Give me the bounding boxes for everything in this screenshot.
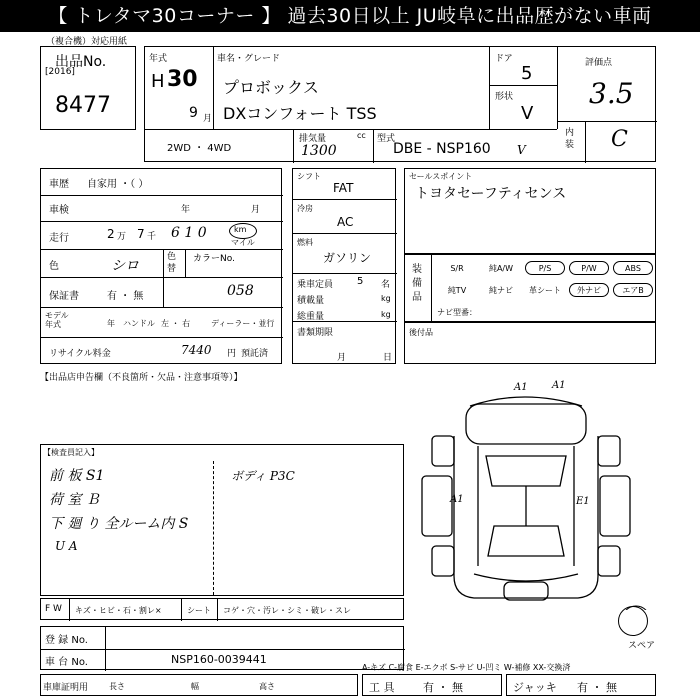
reg-table xyxy=(40,626,404,670)
lot-year-tag: [2016] xyxy=(45,67,75,77)
shift-value: FAT xyxy=(333,181,354,195)
inspector-box xyxy=(40,444,404,596)
jack-label: ジャッキ xyxy=(513,681,557,694)
equipment-label: 装備品 xyxy=(412,264,422,303)
mileage-mile: マイル xyxy=(231,238,255,247)
sales-point-label: セールスポイント xyxy=(409,172,473,181)
equipment-item: P/S xyxy=(525,261,565,275)
damage-legend: A-キズ C-腐食 E-エクボ S-サビ U-凹ミ W-補修 XX-交換済 xyxy=(362,663,571,672)
lot-label: 出品No. xyxy=(55,54,107,70)
door-label: ドア xyxy=(495,54,513,64)
fw-label: F W xyxy=(45,604,62,614)
inspector-line2: 荷 室 Ｂ xyxy=(49,492,100,508)
sales-point-value: トヨタセーフティセンス xyxy=(415,186,567,202)
tools-row xyxy=(362,674,502,696)
inspection-month: 月 xyxy=(251,205,261,215)
car-grade: DXコンフォート TSS xyxy=(223,104,377,123)
tools-label: 工 具 xyxy=(369,681,395,694)
doc-period-label: 書類期限 xyxy=(297,328,334,338)
capacity-label: 乗車定員 xyxy=(297,280,334,290)
spare-circle xyxy=(618,606,648,636)
recycle-value: 7440 xyxy=(181,343,212,357)
mileage-sen: 千 xyxy=(147,232,157,242)
color-value: シロ xyxy=(111,258,139,274)
interior-value: C xyxy=(611,127,628,152)
year-era: H xyxy=(151,71,165,92)
navi-label: ナビ型番： xyxy=(437,308,477,317)
displacement-value: 1300 xyxy=(301,143,337,159)
handle-value: 左 ・ 右 xyxy=(161,319,191,328)
mid-table xyxy=(292,168,396,364)
model-year-unit: 年 xyxy=(107,319,115,328)
load-unit: kg xyxy=(381,294,391,303)
load-label: 積載量 xyxy=(297,296,325,306)
displacement-unit: cc xyxy=(357,131,366,140)
retrofit-label: 後付品 xyxy=(409,328,433,337)
header-box xyxy=(144,46,656,162)
car-label: 車名・グレード xyxy=(217,54,281,64)
gross-unit: kg xyxy=(381,310,391,319)
mileage-rest: 6 1 0 xyxy=(171,225,207,241)
doc-period-day: 日 xyxy=(383,353,393,363)
fuel-value: ガソリン xyxy=(323,251,372,265)
cert-label: 車庫証明用 xyxy=(43,683,89,693)
equipment-item: 外ナビ xyxy=(569,283,609,297)
score-value: 3.5 xyxy=(589,77,634,110)
cert-row xyxy=(40,674,358,696)
registration-label: 登 録 No. xyxy=(45,635,88,646)
equipment-item: S/R xyxy=(450,264,464,273)
gross-label: 総重量 xyxy=(297,312,325,322)
sheet-items: コゲ・穴・汚レ・シミ・破レ・スレ xyxy=(223,606,351,615)
lot-box xyxy=(40,46,136,130)
inspector-line1: 前 板 S1 xyxy=(49,468,105,484)
dealer-label: ディーラー・並行 xyxy=(211,319,275,328)
shape-label: 形状 xyxy=(495,92,514,102)
shape-value: V xyxy=(521,103,534,124)
inspector-label: 【検査員記入】 xyxy=(43,448,99,457)
fw-items: キズ・ヒビ・石・割レ× xyxy=(75,606,162,615)
diagram-a1-top: A1 xyxy=(514,382,528,393)
cert-height: 高さ xyxy=(259,682,275,691)
retrofit-box xyxy=(404,322,656,364)
year-value: 30 xyxy=(167,67,198,92)
jack-row xyxy=(506,674,656,696)
ac-label: 冷房 xyxy=(297,204,313,213)
recycle-label: リサイクル料金 xyxy=(49,349,111,359)
color-change: 色替 xyxy=(167,252,177,274)
fw-row xyxy=(40,598,404,620)
lot-number: 8477 xyxy=(55,93,111,118)
warranty-label: 保証書 xyxy=(49,291,79,302)
car-damage-diagram xyxy=(414,376,658,610)
history-value: 自家用 ・（ ） xyxy=(87,179,149,190)
recycle-unit: 円 xyxy=(227,349,237,359)
model-year-label: モデル年式 xyxy=(45,311,69,329)
inspector-line3: 下 廻 り 全ルーム内 S xyxy=(49,516,189,532)
banner: 【 トレタマ30コーナー 】 過去30日以上 JU岐阜に出品歴がない車両 xyxy=(0,0,700,32)
inspector-right: ボディ P3C xyxy=(231,469,295,483)
inspection-label: 車検 xyxy=(49,205,69,216)
equipment-item: 純ナビ xyxy=(489,286,513,295)
history-label: 車歴 xyxy=(49,179,69,190)
equipment-item: 革シート xyxy=(529,286,561,295)
recycle-suffix: 預託済 xyxy=(241,349,269,359)
model-mark: V xyxy=(517,143,526,157)
spec-table xyxy=(40,168,282,364)
door-value: 5 xyxy=(521,63,533,84)
equipment-item: エアB xyxy=(613,283,653,297)
car-name: プロボックス xyxy=(223,78,319,97)
jack-value: 有 ・ 無 xyxy=(577,681,617,694)
model-label: 型式 xyxy=(377,134,396,144)
color-label: 色 xyxy=(49,261,59,272)
cert-length: 長さ xyxy=(109,682,125,691)
fuel-label: 燃料 xyxy=(297,238,313,247)
interior-label: 内装 xyxy=(565,128,575,150)
chassis-value: NSP160-0039441 xyxy=(171,653,267,666)
capacity-unit: 名 xyxy=(381,280,391,290)
capacity-value: 5 xyxy=(357,276,364,287)
handle-label: ハンドル xyxy=(123,319,155,328)
color-no: 058 xyxy=(227,283,254,299)
ac-value: AC xyxy=(337,215,354,229)
spare-label: スペア xyxy=(628,641,656,651)
equipment-item: ABS xyxy=(613,261,653,275)
header-note: （複合機）対応用紙 xyxy=(46,37,128,47)
equipment-item: 純A/W xyxy=(488,264,514,273)
inspector-line4: U A xyxy=(55,539,78,553)
color-no-label: カラーNo. xyxy=(193,254,235,264)
warranty-value: 有 ・ 無 xyxy=(107,291,144,302)
model-value: DBE - NSP160 xyxy=(393,141,491,157)
year-month-unit: 月 xyxy=(203,114,213,124)
mileage-man-digit: 2 xyxy=(107,227,115,241)
mileage-sen-digit: 7 xyxy=(137,227,145,241)
cert-width: 幅 xyxy=(191,682,199,691)
equipment-item: 純TV xyxy=(447,286,467,295)
mileage-man: 万 xyxy=(117,232,127,242)
tools-value: 有 ・ 無 xyxy=(423,681,463,694)
year-month: 9 xyxy=(189,105,198,121)
shift-label: シフト xyxy=(297,172,321,181)
doc-period-month: 月 xyxy=(337,353,347,363)
year-label: 年式 xyxy=(149,54,168,64)
equipment-item: P/W xyxy=(569,261,609,275)
score-label: 評価点 xyxy=(585,58,613,68)
chassis-label: 車 台 No. xyxy=(45,657,88,668)
diagram-a1-left: A1 xyxy=(450,494,464,505)
mileage-label: 走行 xyxy=(49,233,69,244)
drive-type: 2WD ・ 4WD xyxy=(167,143,232,154)
diagram-e1-right: E1 xyxy=(576,496,590,507)
sheet-label: シート xyxy=(187,606,211,615)
mileage-km: km xyxy=(234,225,247,234)
displacement-label: 排気量 xyxy=(299,134,327,144)
sales-point-box xyxy=(404,168,656,254)
equipment-box xyxy=(404,254,656,322)
inspection-year: 年 xyxy=(181,205,191,215)
seller-note: 【出品店申告欄（不良箇所・欠品・注意事項等）】 xyxy=(40,373,243,383)
diagram-a1-top2: A1 xyxy=(552,380,566,391)
